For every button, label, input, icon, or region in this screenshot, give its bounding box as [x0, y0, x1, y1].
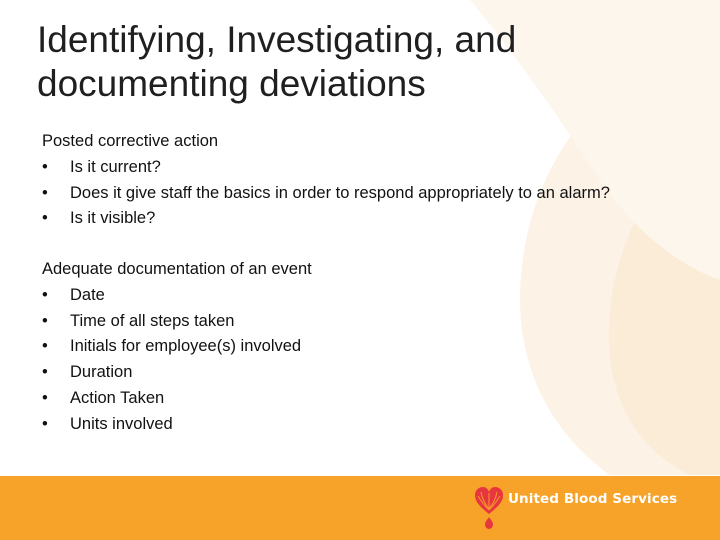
brand-name: United Blood Services — [508, 491, 678, 507]
bullet-icon: • — [42, 183, 48, 202]
list-item — [42, 155, 702, 181]
list-item — [42, 386, 702, 412]
list-item-text: Does it give staff the basics in order to respond appropriately to an alarm? — [70, 183, 610, 202]
slide-title — [37, 18, 697, 106]
bullet-icon: • — [42, 157, 48, 176]
bullet-list — [42, 283, 702, 438]
list-item-text: Is it visible? — [70, 209, 156, 228]
list-item — [42, 309, 702, 335]
section-heading: Adequate documentation of an event — [42, 260, 312, 278]
bullet-icon: • — [42, 209, 48, 228]
section-heading: Posted corrective action — [42, 132, 219, 150]
list-item — [42, 206, 702, 232]
list-item-text: Is it current? — [70, 157, 161, 176]
list-item-text: Duration — [70, 363, 133, 382]
list-item — [42, 334, 702, 360]
bullet-icon: • — [42, 388, 48, 407]
list-item-text: Time of all steps taken — [70, 311, 235, 330]
heart-drop-icon — [472, 484, 506, 530]
list-item — [42, 360, 702, 386]
list-item-text: Initials for employee(s) involved — [70, 337, 302, 356]
bullet-icon: • — [42, 337, 48, 356]
section-posted-corrective-action — [42, 129, 702, 232]
list-item-text: Units involved — [70, 414, 173, 433]
list-item-text: Date — [70, 285, 105, 304]
title-line-1: Identifying, Investigating, and — [37, 19, 517, 60]
bullet-icon: • — [42, 414, 48, 433]
title-line-2: documenting deviations — [37, 63, 426, 104]
list-item-text: Action Taken — [70, 388, 165, 407]
list-item — [42, 283, 702, 309]
list-item — [42, 181, 702, 207]
bullet-icon: • — [42, 363, 48, 382]
list-item — [42, 412, 702, 438]
brand-logo — [470, 484, 710, 532]
bullet-icon: • — [42, 285, 48, 304]
bullet-list — [42, 155, 702, 232]
bullet-icon: • — [42, 311, 48, 330]
section-adequate-documentation — [42, 257, 702, 438]
